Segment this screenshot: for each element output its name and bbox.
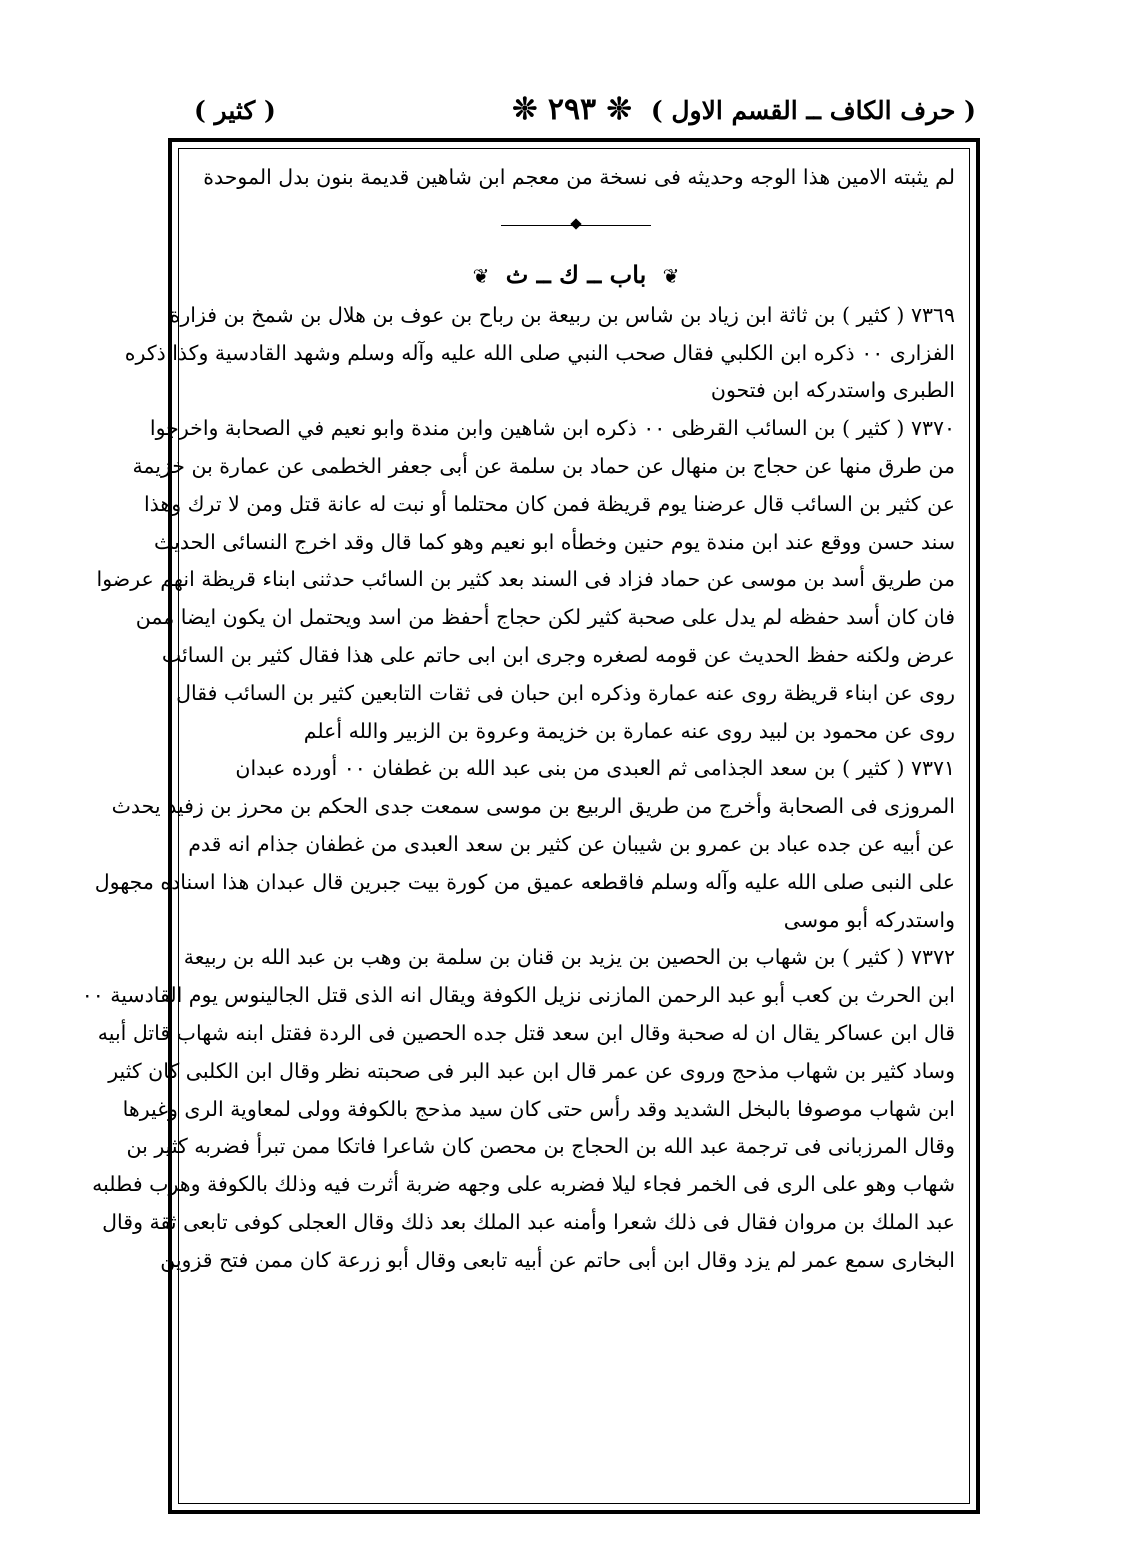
text-line: وقال المرزبانى فى ترجمة عبد الله بن الحجاج بن محصن كان شاعرا فاتكا ممن تبرأ فضربه كثير بن	[126, 1134, 955, 1159]
text-line: من طريق أسد بن موسى عن حماد فزاد فى السند بعد كثير بن السائب حدثنى ابناء قريظة انهم عرضوا	[96, 567, 955, 592]
page-number-value: ٢٩٣	[547, 92, 597, 127]
separator-diamond	[570, 218, 581, 229]
running-name: ( كثير )	[194, 96, 276, 125]
entry-7369-line: ٧٣٦٩ ( كثير ) بن ثاثة ابن زياد بن شاس بن ربيعة بن رباح بن عوف بن هلال بن شمخ بن فزارة	[169, 302, 955, 327]
text-line: لم يثبته الامين هذا الوجه وحديثه فى نسخة من معجم ابن شاهين قديمة بنون بدل الموحدة	[203, 165, 955, 189]
page-number	[512, 92, 632, 127]
chapter-heading	[197, 253, 955, 297]
separator	[197, 197, 955, 253]
entry-7370-line: ٧٣٧٠ ( كثير ) بن السائب القرظى ٠٠ ذكره ابن شاهين وابن مندة وابو نعيم في الصحابة واخرجوا	[149, 416, 955, 441]
text-line: من طرق منها عن حجاج بن منهال عن حماد بن سلمة عن أبى جعفر الخطمى عن عمارة بن خزيمة	[132, 453, 955, 478]
text-line: عبد الملك بن مروان فقال فى ذلك شعرا وأمنه عبد الملك بعد ذلك وقال العجلى كوفى تابعى ثقة وقال	[102, 1209, 955, 1234]
text-line: قال ابن عساكر يقال ان له صحبة وقال ابن سعد قتل جده الحصين فى الردة فقتل ابنه شهاب قاتل أبيه	[97, 1020, 955, 1045]
text-line: البخارى سمع عمر لم يزد وقال ابن أبى حاتم عن أبيه تابعى وقال أبو زرعة كان ممن فتح قزوين	[160, 1247, 955, 1272]
page-header	[168, 92, 976, 140]
text-line: الطبرى واستدركه ابن فتحون	[710, 378, 955, 403]
text-line: المروزى فى الصحابة وأخرج من طريق الربيع بن موسى سمعت جدى الحكم بن محرز بن زفيد يحدث	[111, 794, 955, 819]
text-line: عرض ولكنه حفظ الحديث عن قومه لصغره وجرى ابن ابى حاتم على هذا فقال كثير بن السائب	[161, 642, 955, 667]
text-line: وساد كثير بن شهاب مذحج وروى عن عمر قال ابن عبد البر فى صحبته نظر وقال ابن الكلبى كان كثير	[108, 1058, 955, 1083]
page-frame-inner	[81, 148, 970, 1504]
text-line: واستدركه أبو موسى	[783, 907, 955, 932]
text-line: فان كان أسد حفظه لم يدل على صحبة كثير لكن حجاج أحفظ من اسد ويحتمل ان يكون ايضا ممن	[135, 605, 955, 630]
chapter-title: باب ــ ك ــ ث	[505, 259, 647, 289]
entry-7371-line: ٧٣٧١ ( كثير ) بن سعد الجذامى ثم العبدى من بنى عبد الله بن غطفان ٠٠ أورده عبدان	[235, 756, 955, 781]
text-line: روى عن ابناء قريظة روى عنه عمارة وذكره ابن حبان فى ثقات التابعين كثير بن السائب فقال	[176, 680, 955, 705]
page-frame	[81, 138, 980, 1514]
text-line: روى عن محمود بن لبيد روى عنه عمارة بن خزيمة وعروة بن الزبير والله أعلم	[303, 718, 955, 743]
entry-7372-line: ٧٣٧٢ ( كثير ) بن شهاب بن الحصين بن يزيد بن قنان بن سلمة بن وهب بن عبد الله بن ربيعة	[183, 945, 955, 970]
text-line: عن كثير بن السائب قال عرضنا يوم قريظة فمن كان محتلما أو نبت له عانة قتل ومن لا ترك وهذا	[143, 491, 955, 516]
text-line: ابن الحرث بن كعب أبو عبد الرحمن المازنى نزيل الكوفة ويقال انه الذى قتل الجالينوس يوم القادسية ٠٠	[81, 983, 955, 1008]
text-line: شهاب وهو على الرى فى الخمر فجاء ليلا فضربه على وجهه ضربة أثرت فيه وذلك بالكوفة وهرب فطلبه	[92, 1172, 955, 1197]
chapter-ornament-right: ❦	[662, 263, 680, 288]
section-title: ( حرف الكاف ــ القسم الاول )	[650, 96, 976, 125]
text-line: ابن شهاب موصوفا بالبخل الشديد وقد رأس حتى كان سيد مذحج بالكوفة وولى لمعاوية الرى وغيرها	[122, 1096, 955, 1121]
ornament-left: ❊	[512, 92, 538, 127]
text-line: سند حسن ووقع عند ابن مندة يوم حنين وخطأه ابو نعيم وهو كما قال وقد اخرج النسائى الحديث	[154, 529, 955, 554]
text-line: عن أبيه عن جده عباد بن عمرو بن شيبان عن كثير بن سعد العبدى من غطفان جذام انه قدم	[188, 831, 955, 856]
chapter-ornament-left: ❦	[472, 263, 490, 288]
ornament-right: ❊	[606, 92, 632, 127]
text-line: على النبى صلى الله عليه وآله وسلم فاقطعه عميق من كورة بيت جبرين قال عبدان هذا اسناده مجهول	[94, 869, 955, 894]
page-body	[81, 159, 955, 1491]
text-line: الفزارى ٠٠ ذكره ابن الكلبي فقال صحب النبي صلى الله عليه وآله وسلم وشهد القادسية وكذا ذكره	[124, 340, 955, 365]
